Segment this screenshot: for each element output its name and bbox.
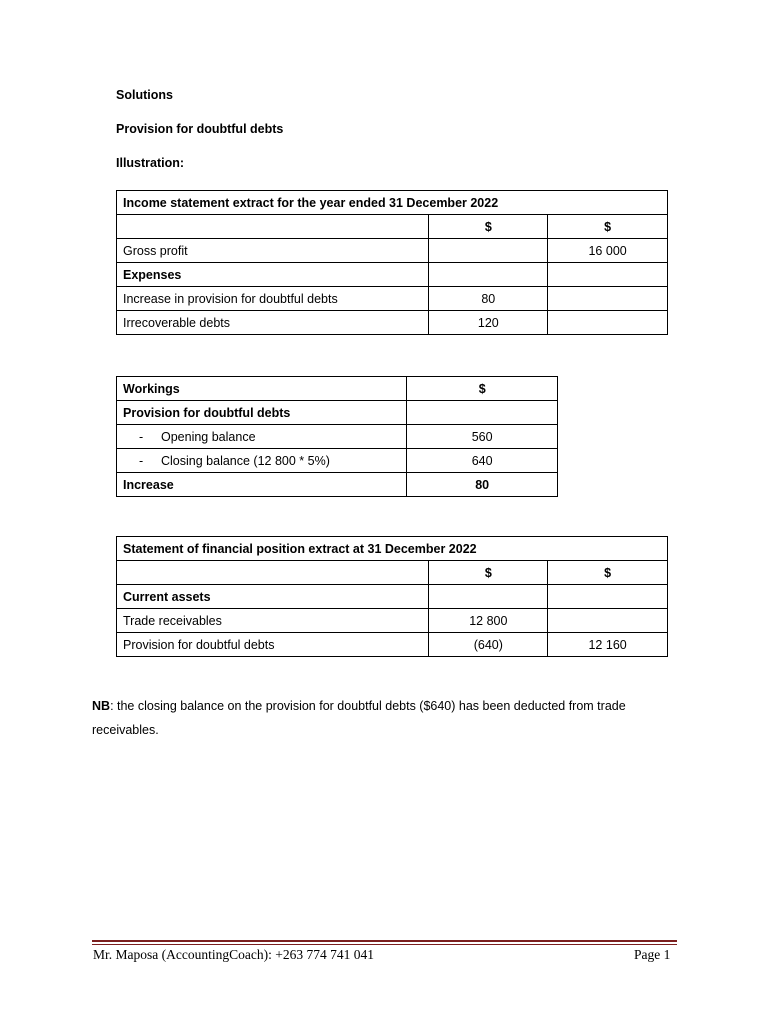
table-row (117, 377, 558, 401)
column-header: $ (548, 561, 668, 585)
note-prefix: NB (92, 699, 111, 713)
table-row (117, 585, 668, 609)
table-row (117, 215, 668, 239)
column-header: $ (429, 561, 548, 585)
page-number: Page 1 (634, 947, 671, 962)
row-value (548, 287, 668, 311)
table-row (117, 449, 558, 473)
row-label: Closing balance (12 800 * 5%) (161, 453, 330, 468)
note-text: : the closing balance on the provision for doubtful debts ($640) has been deducted from trade receivables. (92, 699, 626, 737)
bullet-dash: - (139, 429, 144, 444)
total-label: Increase (117, 473, 407, 497)
row-value (429, 585, 548, 609)
workings-table (116, 376, 558, 497)
workings-subtitle: Provision for doubtful debts (117, 401, 407, 425)
bullet-dash: - (139, 453, 144, 468)
column-header: $ (407, 377, 558, 401)
row-value: 120 (429, 311, 548, 335)
row-value: 640 (407, 449, 558, 473)
income-statement-table (116, 190, 668, 335)
column-header: $ (548, 215, 668, 239)
footer-divider (92, 940, 677, 942)
table-row (117, 287, 668, 311)
table-row (117, 537, 668, 561)
table-row (117, 633, 668, 657)
table-row (117, 473, 558, 497)
row-value: 560 (407, 425, 558, 449)
row-value: 16 000 (548, 239, 668, 263)
row-value: 12 160 (548, 633, 668, 657)
row-value (548, 585, 668, 609)
row-value (429, 263, 548, 287)
row-label: Irrecoverable debts (117, 311, 429, 335)
table-row (117, 191, 668, 215)
table-row (117, 401, 558, 425)
section-title: Provision for doubtful debts (116, 122, 284, 136)
row-label: Gross profit (117, 239, 429, 263)
table-row (117, 311, 668, 335)
footer-divider (92, 944, 677, 945)
page-title: Solutions (116, 88, 173, 102)
row-value (548, 609, 668, 633)
financial-position-table (116, 536, 668, 657)
row-value (548, 311, 668, 335)
illustration-label: Illustration: (116, 156, 185, 170)
table-row (117, 425, 558, 449)
financial-position-title: Statement of financial position extract at 31 December 2022 (117, 537, 668, 561)
table-row (117, 263, 668, 287)
row-value: (640) (429, 633, 548, 657)
footer-author: Mr. Maposa (AccountingCoach): +263 774 741 041 (93, 947, 374, 962)
row-value (548, 263, 668, 287)
row-label: Increase in provision for doubtful debts (117, 287, 429, 311)
row-label: Provision for doubtful debts (117, 633, 429, 657)
table-row (117, 561, 668, 585)
row-value: 12 800 (429, 609, 548, 633)
total-value: 80 (407, 473, 558, 497)
row-value: 80 (429, 287, 548, 311)
workings-title: Workings (117, 377, 407, 401)
row-label: Current assets (117, 585, 429, 609)
column-header: $ (429, 215, 548, 239)
table-row (117, 609, 668, 633)
row-label: Trade receivables (117, 609, 429, 633)
row-value (429, 239, 548, 263)
table-row (117, 239, 668, 263)
row-label: Expenses (117, 263, 429, 287)
note-paragraph (92, 694, 672, 742)
income-statement-title: Income statement extract for the year ended 31 December 2022 (117, 191, 668, 215)
row-label: Opening balance (161, 429, 256, 444)
